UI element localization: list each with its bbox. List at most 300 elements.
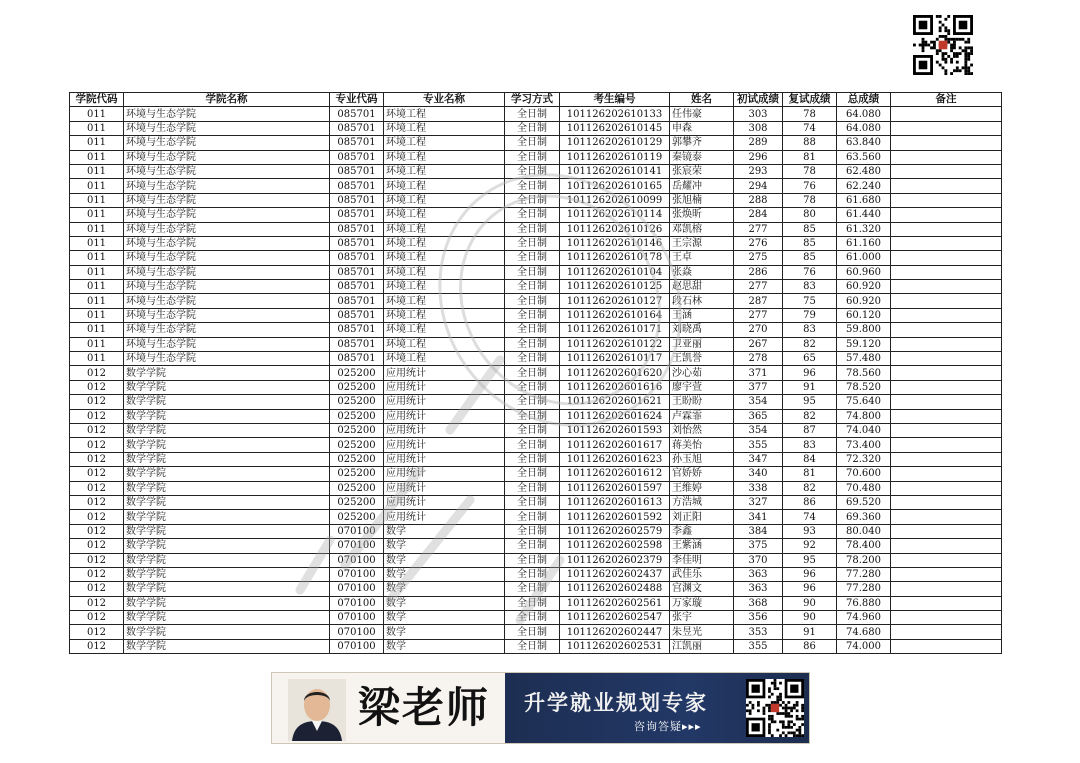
table-cell: 025200 [330, 409, 384, 423]
table-cell: 廖宇萱 [670, 380, 734, 394]
table-cell: 环境工程 [384, 280, 505, 294]
table-cell: 数学 [384, 539, 505, 553]
table-cell: 070100 [330, 539, 384, 553]
table-cell: 环境与生态学院 [124, 150, 330, 164]
table-cell: 63.840 [837, 136, 891, 150]
table-cell: 76 [783, 179, 837, 193]
table-cell: 085701 [330, 236, 384, 250]
table-cell: 012 [70, 582, 124, 596]
table-cell: 011 [70, 150, 124, 164]
table-cell [891, 294, 1002, 308]
table-cell: 环境与生态学院 [124, 136, 330, 150]
table-cell: 64.080 [837, 121, 891, 135]
table-cell [891, 265, 1002, 279]
table-cell: 全日制 [505, 366, 560, 380]
consult-link[interactable]: 咨询答疑▸▸▸ [634, 720, 702, 733]
table-cell: 刘晓禹 [670, 323, 734, 337]
table-cell: 012 [70, 423, 124, 437]
table-cell: 75 [783, 294, 837, 308]
table-cell: 蒋美怡 [670, 438, 734, 452]
table-cell: 全日制 [505, 625, 560, 639]
table-cell: 环境与生态学院 [124, 208, 330, 222]
table-cell: 环境工程 [384, 121, 505, 135]
table-cell: 84 [783, 452, 837, 466]
table-cell: 全日制 [505, 510, 560, 524]
table-cell: 95 [783, 553, 837, 567]
table-cell: 数学学院 [124, 495, 330, 509]
table-cell: 全日制 [505, 452, 560, 466]
table-cell: 张宸荣 [670, 164, 734, 178]
table-cell: 数学 [384, 567, 505, 581]
table-cell: 数学学院 [124, 423, 330, 437]
table-cell: 012 [70, 625, 124, 639]
table-cell: 287 [734, 294, 783, 308]
table-cell: 012 [70, 481, 124, 495]
table-row [70, 524, 1002, 538]
table-cell: 012 [70, 553, 124, 567]
table-cell: 72.320 [837, 452, 891, 466]
table-cell: 74 [783, 121, 837, 135]
table-cell: 数学 [384, 611, 505, 625]
table-cell: 全日制 [505, 208, 560, 222]
table-cell: 全日制 [505, 596, 560, 610]
table-cell: 025200 [330, 366, 384, 380]
table-cell: 63.560 [837, 150, 891, 164]
table-cell [891, 395, 1002, 409]
table-cell [891, 380, 1002, 394]
table-cell: 张焱 [670, 265, 734, 279]
table-cell: 郭攀齐 [670, 136, 734, 150]
table-cell: 环境与生态学院 [124, 352, 330, 366]
table-row [70, 582, 1002, 596]
table-cell: 刘正阳 [670, 510, 734, 524]
table-cell: 全日制 [505, 337, 560, 351]
column-header: 学院名称 [124, 93, 330, 107]
column-header: 总成绩 [837, 93, 891, 107]
table-cell: 101126202610133 [560, 107, 670, 121]
table-cell: 085701 [330, 337, 384, 351]
table-cell: 应用统计 [384, 452, 505, 466]
table-row [70, 366, 1002, 380]
table-cell: 全日制 [505, 438, 560, 452]
table-cell: 岳耀冲 [670, 179, 734, 193]
table-cell: 101126202602579 [560, 524, 670, 538]
table-row [70, 136, 1002, 150]
table-row [70, 481, 1002, 495]
table-cell: 011 [70, 352, 124, 366]
table-cell: 012 [70, 409, 124, 423]
table-cell [891, 208, 1002, 222]
table-cell: 74.680 [837, 625, 891, 639]
table-cell: 数学学院 [124, 438, 330, 452]
column-header: 学院代码 [70, 93, 124, 107]
table-cell: 64.080 [837, 107, 891, 121]
table-cell: 王紫涵 [670, 539, 734, 553]
table-row [70, 625, 1002, 639]
table-cell: 环境工程 [384, 150, 505, 164]
table-cell [891, 467, 1002, 481]
table-cell: 012 [70, 467, 124, 481]
table-cell: 环境与生态学院 [124, 164, 330, 178]
table-cell: 101126202610127 [560, 294, 670, 308]
table-cell: 012 [70, 567, 124, 581]
table-cell: 环境工程 [384, 265, 505, 279]
table-cell: 应用统计 [384, 495, 505, 509]
table-row [70, 452, 1002, 466]
table-cell: 011 [70, 280, 124, 294]
table-cell: 数学学院 [124, 639, 330, 653]
table-cell: 数学学院 [124, 582, 330, 596]
table-cell: 环境与生态学院 [124, 265, 330, 279]
table-cell: 012 [70, 495, 124, 509]
table-cell: 数学学院 [124, 625, 330, 639]
table-cell [891, 308, 1002, 322]
table-cell: 85 [783, 222, 837, 236]
table-cell: 77.280 [837, 582, 891, 596]
table-cell: 340 [734, 467, 783, 481]
table-cell: 371 [734, 366, 783, 380]
table-cell: 全日制 [505, 193, 560, 207]
table-cell: 294 [734, 179, 783, 193]
table-cell: 全日制 [505, 423, 560, 437]
table-cell: 101126202601593 [560, 423, 670, 437]
table-cell: 环境工程 [384, 236, 505, 250]
table-cell: 085701 [330, 193, 384, 207]
table-cell: 环境与生态学院 [124, 337, 330, 351]
table-cell: 101126202610117 [560, 352, 670, 366]
table-cell [891, 280, 1002, 294]
table-cell: 011 [70, 337, 124, 351]
table-cell: 011 [70, 193, 124, 207]
table-cell: 025200 [330, 510, 384, 524]
table-cell: 101126202610164 [560, 308, 670, 322]
table-cell: 085701 [330, 179, 384, 193]
table-cell: 025200 [330, 438, 384, 452]
table-cell: 全日制 [505, 467, 560, 481]
table-cell: 96 [783, 582, 837, 596]
table-cell: 101126202610146 [560, 236, 670, 250]
table-cell: 82 [783, 409, 837, 423]
table-row [70, 164, 1002, 178]
table-cell: 环境与生态学院 [124, 294, 330, 308]
table-cell: 应用统计 [384, 423, 505, 437]
table-cell: 61.160 [837, 236, 891, 250]
table-cell: 王盼盼 [670, 395, 734, 409]
table-cell: 82 [783, 337, 837, 351]
table-cell: 数学 [384, 524, 505, 538]
table-cell: 101126202602447 [560, 625, 670, 639]
table-cell: 环境工程 [384, 208, 505, 222]
table-cell [891, 539, 1002, 553]
table-row [70, 539, 1002, 553]
banner-name: 梁老师 [358, 683, 491, 732]
table-cell: 74.800 [837, 409, 891, 423]
table-cell [891, 222, 1002, 236]
table-cell: 环境与生态学院 [124, 107, 330, 121]
table-cell: 应用统计 [384, 481, 505, 495]
table-cell: 应用统计 [384, 395, 505, 409]
table-row [70, 596, 1002, 610]
table-cell: 数学学院 [124, 366, 330, 380]
table-cell: 356 [734, 611, 783, 625]
table-cell: 308 [734, 121, 783, 135]
table-cell: 全日制 [505, 481, 560, 495]
table-cell [891, 107, 1002, 121]
table-cell: 环境工程 [384, 251, 505, 265]
table-cell: 全日制 [505, 265, 560, 279]
table-cell: 卢霖霏 [670, 409, 734, 423]
table-cell: 91 [783, 625, 837, 639]
table-cell: 012 [70, 611, 124, 625]
table-cell: 95 [783, 395, 837, 409]
table-cell [891, 323, 1002, 337]
table-row [70, 409, 1002, 423]
table-cell: 全日制 [505, 251, 560, 265]
admission-score-table [69, 92, 1002, 654]
table-cell: 270 [734, 323, 783, 337]
table-cell: 276 [734, 236, 783, 250]
table-cell: 61.000 [837, 251, 891, 265]
table-cell: 全日制 [505, 164, 560, 178]
column-header: 考生编号 [560, 93, 670, 107]
table-cell: 012 [70, 380, 124, 394]
table-cell: 数学学院 [124, 452, 330, 466]
table-cell [891, 136, 1002, 150]
table-cell [891, 164, 1002, 178]
table-cell: 368 [734, 596, 783, 610]
table-cell: 91 [783, 380, 837, 394]
table-cell: 全日制 [505, 409, 560, 423]
table-cell: 101126202602531 [560, 639, 670, 653]
table-cell: 全日制 [505, 352, 560, 366]
table-cell: 025200 [330, 395, 384, 409]
table-cell: 任伟豪 [670, 107, 734, 121]
table-cell: 012 [70, 510, 124, 524]
table-cell: 012 [70, 539, 124, 553]
table-cell: 65 [783, 352, 837, 366]
table-cell: 363 [734, 567, 783, 581]
table-cell: 环境与生态学院 [124, 308, 330, 322]
table-cell: 武佳乐 [670, 567, 734, 581]
table-cell: 354 [734, 423, 783, 437]
table-cell [891, 193, 1002, 207]
table-cell: 101126202610125 [560, 280, 670, 294]
table-cell: 62.240 [837, 179, 891, 193]
table-cell: 296 [734, 150, 783, 164]
table-cell: 数学学院 [124, 481, 330, 495]
table-cell [891, 524, 1002, 538]
table-row [70, 193, 1002, 207]
table-cell [891, 611, 1002, 625]
table-row [70, 107, 1002, 121]
table-cell [891, 251, 1002, 265]
table-cell: 085701 [330, 352, 384, 366]
table-cell: 101126202610104 [560, 265, 670, 279]
table-cell: 刘怡然 [670, 423, 734, 437]
table-cell: 96 [783, 366, 837, 380]
table-cell: 012 [70, 524, 124, 538]
table-cell: 官娇娇 [670, 467, 734, 481]
table-cell: 数学 [384, 553, 505, 567]
table-cell: 085701 [330, 222, 384, 236]
table-cell: 011 [70, 251, 124, 265]
table-cell: 环境与生态学院 [124, 193, 330, 207]
table-cell: 应用统计 [384, 409, 505, 423]
table-cell: 012 [70, 596, 124, 610]
table-cell: 96 [783, 567, 837, 581]
table-cell: 60.920 [837, 280, 891, 294]
table-cell: 070100 [330, 596, 384, 610]
table-cell [891, 596, 1002, 610]
table-cell: 全日制 [505, 222, 560, 236]
table-cell: 张旭楠 [670, 193, 734, 207]
table-cell: 070100 [330, 611, 384, 625]
table-row [70, 567, 1002, 581]
table-cell: 环境工程 [384, 337, 505, 351]
table-cell: 284 [734, 208, 783, 222]
table-cell: 全日制 [505, 280, 560, 294]
table-cell [891, 639, 1002, 653]
table-cell: 77.280 [837, 567, 891, 581]
table-row [70, 308, 1002, 322]
table-cell: 82 [783, 481, 837, 495]
table-cell [891, 452, 1002, 466]
table-cell: 张焕昕 [670, 208, 734, 222]
table-cell: 78.400 [837, 539, 891, 553]
table-cell: 全日制 [505, 150, 560, 164]
table-cell: 085701 [330, 294, 384, 308]
table-cell: 数学学院 [124, 524, 330, 538]
table-cell: 377 [734, 380, 783, 394]
table-cell [891, 553, 1002, 567]
table-cell: 环境工程 [384, 164, 505, 178]
table-cell: 73.400 [837, 438, 891, 452]
table-cell: 101126202610141 [560, 164, 670, 178]
table-cell: 355 [734, 438, 783, 452]
table-row [70, 553, 1002, 567]
table-cell: 92 [783, 539, 837, 553]
table-cell: 方浩城 [670, 495, 734, 509]
table-cell [891, 438, 1002, 452]
table-cell: 011 [70, 164, 124, 178]
table-cell: 环境工程 [384, 352, 505, 366]
table-cell: 101126202601620 [560, 366, 670, 380]
table-cell: 70.600 [837, 467, 891, 481]
table-cell: 全日制 [505, 308, 560, 322]
table-cell: 85 [783, 236, 837, 250]
table-cell: 87 [783, 423, 837, 437]
table-cell: 全日制 [505, 395, 560, 409]
table-cell: 83 [783, 438, 837, 452]
table-cell: 101126202610145 [560, 121, 670, 135]
table-cell: 段石林 [670, 294, 734, 308]
table-row [70, 179, 1002, 193]
table-cell: 81 [783, 467, 837, 481]
table-cell: 83 [783, 280, 837, 294]
table-cell: 秦镜泰 [670, 150, 734, 164]
table-cell: 341 [734, 510, 783, 524]
table-cell: 数学学院 [124, 596, 330, 610]
table-cell: 数学 [384, 625, 505, 639]
table-cell: 赵思甜 [670, 280, 734, 294]
table-cell: 327 [734, 495, 783, 509]
table-cell: 数学学院 [124, 467, 330, 481]
table-cell: 应用统计 [384, 366, 505, 380]
column-header: 专业名称 [384, 93, 505, 107]
table-cell: 101126202602547 [560, 611, 670, 625]
table-cell: 全日制 [505, 323, 560, 337]
table-cell: 78.520 [837, 380, 891, 394]
table-cell: 101126202602379 [560, 553, 670, 567]
table-cell: 环境工程 [384, 179, 505, 193]
table-cell: 数学学院 [124, 553, 330, 567]
table-cell: 数学 [384, 582, 505, 596]
table-cell: 277 [734, 222, 783, 236]
table-cell: 78 [783, 107, 837, 121]
table-cell: 数学学院 [124, 539, 330, 553]
table-cell: 88 [783, 136, 837, 150]
table-cell: 环境与生态学院 [124, 236, 330, 250]
table-row [70, 208, 1002, 222]
table-cell: 90 [783, 611, 837, 625]
table-cell: 101126202601592 [560, 510, 670, 524]
table-cell: 085701 [330, 265, 384, 279]
table-cell: 101126202610126 [560, 222, 670, 236]
table-cell: 69.360 [837, 510, 891, 524]
table-cell: 应用统计 [384, 438, 505, 452]
table-cell: 025200 [330, 452, 384, 466]
table-cell: 全日制 [505, 179, 560, 193]
table-cell [891, 121, 1002, 135]
table-cell: 60.920 [837, 294, 891, 308]
table-cell: 085701 [330, 107, 384, 121]
table-cell: 070100 [330, 567, 384, 581]
promo-banner[interactable] [271, 672, 810, 744]
table-cell [891, 236, 1002, 250]
table-cell: 76 [783, 265, 837, 279]
table-cell: 全日制 [505, 582, 560, 596]
table-cell: 69.520 [837, 495, 891, 509]
table-row [70, 251, 1002, 265]
table-cell: 354 [734, 395, 783, 409]
column-header: 备注 [891, 93, 1002, 107]
table-cell: 数学学院 [124, 380, 330, 394]
table-cell: 59.120 [837, 337, 891, 351]
table-cell: 025200 [330, 495, 384, 509]
table-cell: 74.000 [837, 639, 891, 653]
table-cell: 353 [734, 625, 783, 639]
table-cell: 101126202610178 [560, 251, 670, 265]
table-cell: 全日制 [505, 611, 560, 625]
table-cell: 环境工程 [384, 107, 505, 121]
table-cell: 62.480 [837, 164, 891, 178]
table-cell [891, 567, 1002, 581]
table-cell [891, 337, 1002, 351]
table-cell: 邓凯榕 [670, 222, 734, 236]
table-row [70, 222, 1002, 236]
table-cell: 全日制 [505, 553, 560, 567]
table-cell: 101126202610129 [560, 136, 670, 150]
column-header: 初试成绩 [734, 93, 783, 107]
table-cell: 环境与生态学院 [124, 323, 330, 337]
column-header: 复试成绩 [783, 93, 837, 107]
table-row [70, 337, 1002, 351]
table-cell: 011 [70, 308, 124, 322]
table-cell: 085701 [330, 150, 384, 164]
table-row [70, 423, 1002, 437]
table-cell: 101126202602488 [560, 582, 670, 596]
table-row [70, 510, 1002, 524]
